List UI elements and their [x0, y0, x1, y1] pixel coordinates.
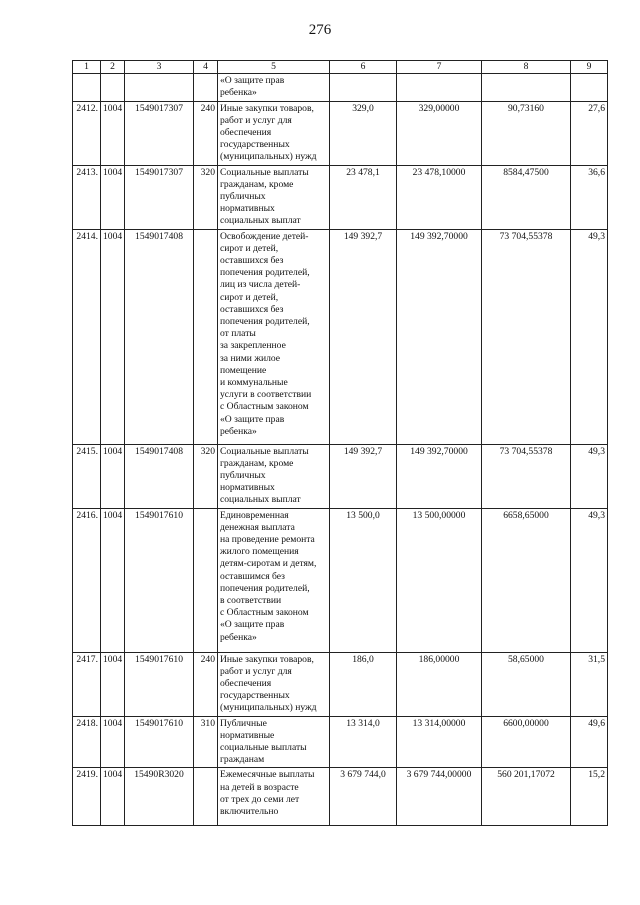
executed-amount-cell: 90,73160 [482, 101, 571, 165]
execution-percent-cell: 31,5 [571, 652, 608, 716]
target-article-code-cell: 1549017610 [125, 716, 194, 768]
column-header-3: 3 [125, 61, 194, 74]
approved-amount-cell: 149 392,7 [330, 444, 397, 508]
column-header-6: 6 [330, 61, 397, 74]
execution-percent-cell: 49,3 [571, 508, 608, 652]
executed-amount-cell: 6658,65000 [482, 508, 571, 652]
executed-amount-cell: 560 201,17072 [482, 768, 571, 826]
execution-percent-cell: 15,2 [571, 768, 608, 826]
row-number-cell: 2415. [73, 444, 101, 508]
column-header-1: 1 [73, 61, 101, 74]
target-article-code-cell: 1549017307 [125, 101, 194, 165]
execution-percent-cell: 49,3 [571, 229, 608, 444]
column-header-5: 5 [218, 61, 330, 74]
table-row [73, 165, 608, 229]
target-article-code-cell [125, 74, 194, 101]
approved-amount-cell: 13 500,0 [330, 508, 397, 652]
expense-type-code-cell: 240 [194, 101, 218, 165]
expense-type-code-cell: 320 [194, 444, 218, 508]
planned-amount-cell: 13 314,00000 [397, 716, 482, 768]
planned-amount-cell: 3 679 744,00000 [397, 768, 482, 826]
execution-percent-cell: 49,3 [571, 444, 608, 508]
section-code-cell: 1004 [101, 229, 125, 444]
section-code-cell: 1004 [101, 716, 125, 768]
approved-amount-cell [330, 74, 397, 101]
column-header-2: 2 [101, 61, 125, 74]
description-cell: Ежемесячные выплаты на детей в возрасте от трех до семи лет включительно [218, 768, 330, 826]
section-code-cell [101, 74, 125, 101]
page-number: 276 [308, 22, 332, 38]
table-row [73, 444, 608, 508]
row-number-cell: 2412. [73, 101, 101, 165]
row-number-cell [73, 74, 101, 101]
approved-amount-cell: 186,0 [330, 652, 397, 716]
planned-amount-cell: 149 392,70000 [397, 229, 482, 444]
target-article-code-cell: 15490R3020 [125, 768, 194, 826]
section-code-cell: 1004 [101, 768, 125, 826]
row-number-cell: 2413. [73, 165, 101, 229]
execution-percent-cell: 49,6 [571, 716, 608, 768]
approved-amount-cell: 23 478,1 [330, 165, 397, 229]
table-row [73, 768, 608, 826]
table-row [73, 508, 608, 652]
planned-amount-cell [397, 74, 482, 101]
description-cell: Освобождение детей- сирот и детей, оставшихся без попечения родителей, лиц из числа детей- сирот и детей, оставшихся без попечения родителей, от платы за закрепленное за ними жилое помещение и коммунальные услуги в соответствии с Областным законом «О защите прав ребенка» [218, 229, 330, 444]
section-code-cell: 1004 [101, 165, 125, 229]
executed-amount-cell: 73 704,55378 [482, 444, 571, 508]
row-number-cell: 2418. [73, 716, 101, 768]
row-number-cell: 2414. [73, 229, 101, 444]
planned-amount-cell: 186,00000 [397, 652, 482, 716]
section-code-cell: 1004 [101, 652, 125, 716]
description-cell: Единовременная денежная выплата на проведение ремонта жилого помещения детям-сиротам и детям, оставшимся без попечения родителей, в соответствии с Областным законом «О защите прав ребенка» [218, 508, 330, 652]
table-row [73, 229, 608, 444]
section-code-cell: 1004 [101, 101, 125, 165]
column-header-4: 4 [194, 61, 218, 74]
column-header-7: 7 [397, 61, 482, 74]
execution-percent-cell: 36,6 [571, 165, 608, 229]
approved-amount-cell: 149 392,7 [330, 229, 397, 444]
table-row [73, 716, 608, 768]
column-header-8: 8 [482, 61, 571, 74]
expense-type-code-cell: 310 [194, 716, 218, 768]
executed-amount-cell: 58,65000 [482, 652, 571, 716]
planned-amount-cell: 329,00000 [397, 101, 482, 165]
approved-amount-cell: 13 314,0 [330, 716, 397, 768]
row-number-cell: 2416. [73, 508, 101, 652]
row-number-cell: 2417. [73, 652, 101, 716]
execution-percent-cell [571, 74, 608, 101]
expense-type-code-cell: 320 [194, 165, 218, 229]
expense-type-code-cell [194, 229, 218, 444]
row-number-cell: 2419. [73, 768, 101, 826]
executed-amount-cell: 8584,47500 [482, 165, 571, 229]
expense-type-code-cell [194, 508, 218, 652]
expense-type-code-cell [194, 768, 218, 826]
target-article-code-cell: 1549017408 [125, 444, 194, 508]
table-body [73, 74, 608, 826]
expense-type-code-cell: 240 [194, 652, 218, 716]
target-article-code-cell: 1549017408 [125, 229, 194, 444]
description-cell: Социальные выплаты гражданам, кроме публичных нормативных социальных выплат [218, 165, 330, 229]
target-article-code-cell: 1549017307 [125, 165, 194, 229]
description-cell: «О защите прав ребенка» [218, 74, 330, 101]
column-header-9: 9 [571, 61, 608, 74]
executed-amount-cell: 73 704,55378 [482, 229, 571, 444]
execution-percent-cell: 27,6 [571, 101, 608, 165]
executed-amount-cell [482, 74, 571, 101]
description-cell: Социальные выплаты гражданам, кроме публичных нормативных социальных выплат [218, 444, 330, 508]
expense-type-code-cell [194, 74, 218, 101]
approved-amount-cell: 329,0 [330, 101, 397, 165]
description-cell: Иные закупки товаров, работ и услуг для обеспечения государственных (муниципальных) нужд [218, 101, 330, 165]
executed-amount-cell: 6600,00000 [482, 716, 571, 768]
planned-amount-cell: 13 500,00000 [397, 508, 482, 652]
planned-amount-cell: 149 392,70000 [397, 444, 482, 508]
section-code-cell: 1004 [101, 508, 125, 652]
approved-amount-cell: 3 679 744,0 [330, 768, 397, 826]
table-header-row [73, 61, 608, 74]
target-article-code-cell: 1549017610 [125, 652, 194, 716]
planned-amount-cell: 23 478,10000 [397, 165, 482, 229]
budget-table [72, 60, 608, 826]
section-code-cell: 1004 [101, 444, 125, 508]
table-row [73, 652, 608, 716]
target-article-code-cell: 1549017610 [125, 508, 194, 652]
table-row [73, 74, 608, 101]
description-cell: Публичные нормативные социальные выплаты гражданам [218, 716, 330, 768]
description-cell: Иные закупки товаров, работ и услуг для обеспечения государственных (муниципальных) нужд [218, 652, 330, 716]
table-row [73, 101, 608, 165]
